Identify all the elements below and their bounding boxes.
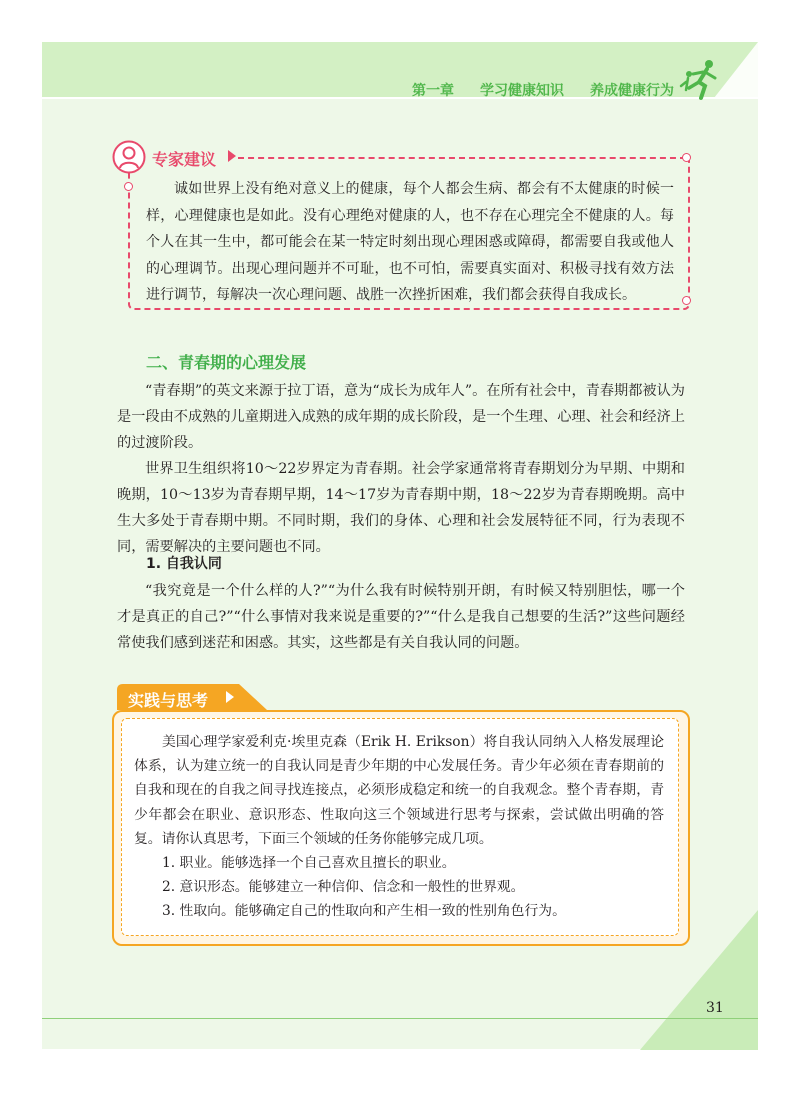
practice-item: 1. 职业。能够选择一个自己喜欢且擅长的职业。 [162,855,456,872]
body-paragraph-2 [117,456,685,560]
expert-arrow-icon [228,150,236,162]
expert-box-dot [682,153,691,162]
chapter-title-part2: 养成健康行为 [590,83,674,99]
expert-avatar-icon [112,140,146,174]
chapter-title-part1: 学习健康知识 [480,83,564,99]
body-paragraph-1 [117,378,685,456]
subheading-self-identity: 1. 自我认同 [146,556,222,572]
paragraph-text: “青春期”的英文来源于拉丁语，意为“成长为成年人”。在所有社会中，青春期都被认为是一段由不成熟的儿童期进入成熟的成年期的成长阶段，是一个生理、心理、社会和经济上的过渡阶段。 [117,383,685,451]
footer-divider [42,1018,758,1019]
paragraph-text: “我究竟是一个什么样的人?”“为什么我有时候特别开朗，有时候又特别胆怯，哪一个才是真正的自己?”“什么事情对我来说是重要的?”“什么是我自己想要的生活?”这些问题经常使我们感到迷茫和困惑。其实，这些都是有关自我认同的问题。 [117,583,685,651]
section-heading: 二、青春期的心理发展 [146,353,307,372]
running-header [412,80,674,100]
expert-paragraph: 诚如世界上没有绝对意义上的健康，每个人都会生病、都会有不太健康的时候一样，心理健康也是如此。没有心理绝对健康的人，也不存在心理完全不健康的人。每个人在其一生中，都可能会在某一特定时刻出现心理困惑或障碍，都需要自我或他人的心理调节。出现心理问题并不可耻，也不可怕，需要真实面对、积极寻找有效方法进行调节，每解决一次心理问题、战胜一次挫折困难，我们都会获得自我成长。 [146,181,674,303]
paragraph-text: 世界卫生组织将10～22岁界定为青春期。社会学家通常将青春期划分为早期、中期和晚期，10～13岁为青春期早期，14～17岁为青春期中期，18～22岁为青春期晚期。高中生大多处于青春期中期。不同时期，我们的身体、心理和社会发展特征不同，行为表现不同，需要解决的主要问题也不同。 [117,461,685,555]
practice-lead: 美国心理学家爱利克·埃里克森（Erik H. Erikson）将自我认同纳入人格发展理论体系，认为建立统一的自我认同是青少年期的中心发展任务。青少年必须在青春期前的自我和现在的自我之间寻找连接点，必须形成稳定和统一的自我观念。整个青春期，青少年都会在职业、意识形态、性取向这三个领域进行思考与探索，尝试做出明确的答复。请你认真思考，下面三个领域的任务你能够完成几项。 [134,734,664,847]
body-paragraph-3 [117,578,685,656]
chapter-label: 第一章 [412,83,454,99]
practice-item: 3. 性取向。能够确定自己的性取向和产生相一致的性别角色行为。 [162,903,566,920]
footer-corner-decoration [640,910,758,1050]
expert-advice-title: 专家建议 [152,150,217,169]
runner-icon [675,58,725,102]
practice-title: 实践与思考 [128,691,209,710]
expert-box-dot [124,182,133,191]
expert-advice-text [146,176,674,309]
page-number: 31 [706,1000,724,1016]
practice-text [134,730,664,924]
practice-item: 2. 意识形态。能够建立一种信仰、信念和一般性的世界观。 [162,879,525,896]
expert-box-dot [682,296,691,305]
